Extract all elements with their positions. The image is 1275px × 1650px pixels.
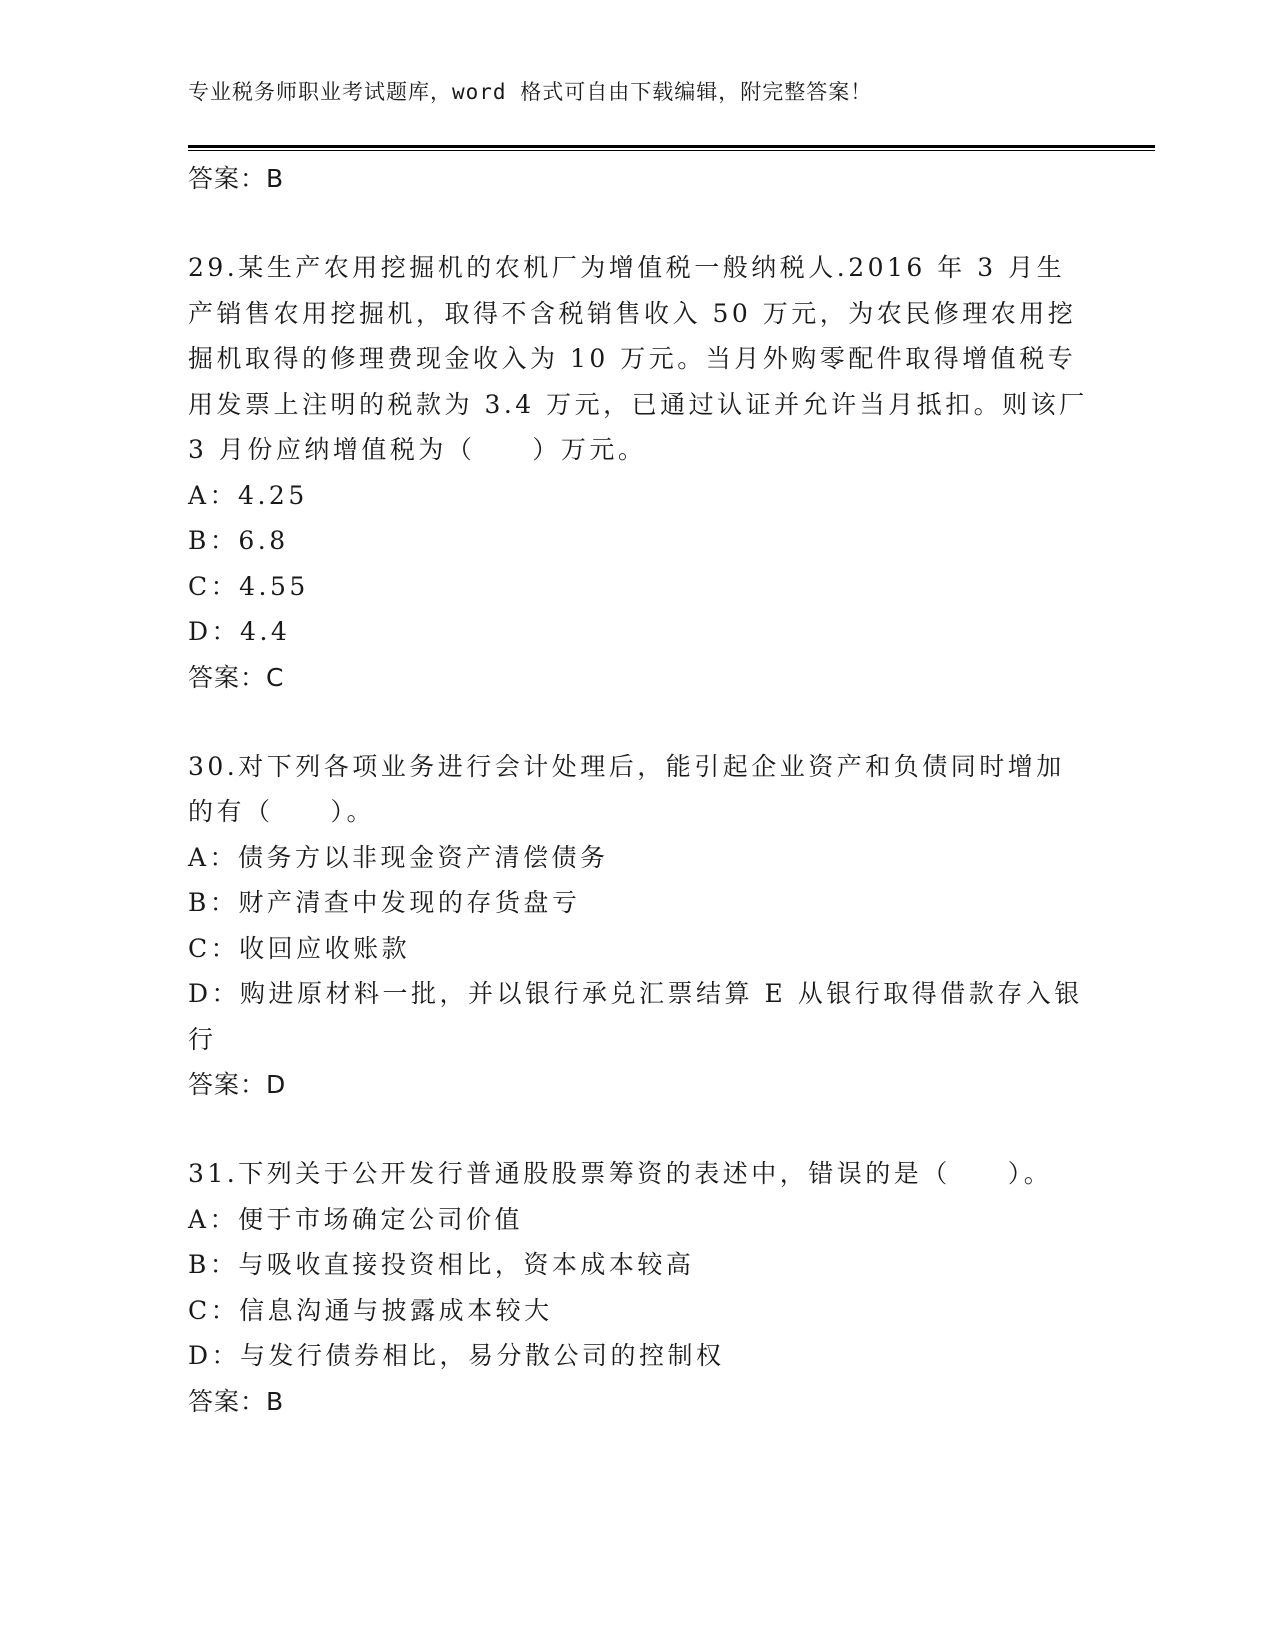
option-d: D：4.4 xyxy=(188,617,291,646)
option-a: A：债务方以非现金资产清偿债务 xyxy=(188,842,609,872)
answer: 答案：C xyxy=(188,662,285,692)
option-d: D：与发行债券相比，易分散公司的控制权 xyxy=(188,1341,725,1370)
option-c: C：收回应收账款 xyxy=(188,933,411,963)
option-a: A：4.25 xyxy=(188,480,308,510)
question-29 xyxy=(188,245,1088,700)
content xyxy=(188,156,1088,1424)
answer: 答案：D xyxy=(188,1070,287,1099)
header-rule-thick xyxy=(188,145,1155,148)
question-stem: 30.对下列各项业务进行会计处理后，能引起企业资产和负债同时增加的有（ ）。 xyxy=(188,751,1065,826)
question-stem: 31.下列关于公开发行普通股股票筹资的表述中，错误的是（ ）。 xyxy=(188,1159,1053,1188)
option-b: B：财产清查中发现的存货盘亏 xyxy=(188,888,581,917)
header-note: 专业税务师职业考试题库，word 格式可自由下载编辑，附完整答案！ xyxy=(188,80,873,104)
answer: 答案：B xyxy=(188,1386,285,1416)
option-a: A：便于市场确定公司价值 xyxy=(188,1204,524,1234)
previous-answer: 答案：B xyxy=(188,164,285,193)
question-stem: 29.某生产农用挖掘机的农机厂为增值税一般纳税人.2016 年 3 月生产销售农用挖掘机，取得不含税销售收入 50 万元，为农民修理农用挖掘机取得的修理费现金收入为 10 万元。当月外购零配件取得增值税专用发票上注明的税款为 3.4 万元，已通过认证并允许当月抵扣。则该厂 3 月份应纳增值税为（ ）万元。 xyxy=(188,253,1088,464)
option-b: B：与吸收直接投资相比，资本成本较高 xyxy=(188,1250,695,1279)
option-c: C：信息沟通与披露成本较大 xyxy=(188,1295,553,1325)
option-d: D：购进原材料一批，并以银行承兑汇票结算 E 从银行取得借款存入银行 xyxy=(188,979,1083,1054)
option-c: C：4.55 xyxy=(188,571,309,601)
header-rule-thin xyxy=(188,150,1155,151)
question-30 xyxy=(188,744,1088,1108)
option-b: B：6.8 xyxy=(188,526,289,555)
question-31 xyxy=(188,1151,1088,1424)
